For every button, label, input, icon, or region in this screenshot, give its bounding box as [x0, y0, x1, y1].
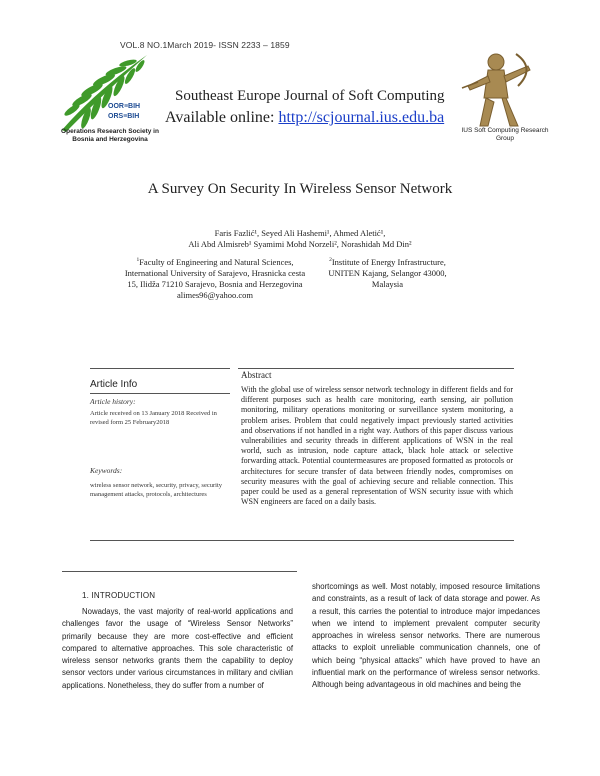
affiliation-2-marker: 2: [329, 257, 332, 263]
abstract-text: With the global use of wireless sensor network technology in different fields and for different purposes such as health care monitoring, earth sensing, air pollution monitoring, military operations monitoring or surveillance system monitoring, a problem arises. Problem that could negatively impact previously started activities and observations if not handled in a right way. Authors of this paper discuss various vulnerabilities and security threads in different applications of WSN in the real world, such as intrusion, node capture attack, black hole attack or selective forwarding attack. Potential countermeasures are proposed formatted as protocols or architectures for secure transfer of data between friendly nodes, compromises on security measures with the goal of achieving secure and reliable connection. This paper could be used as a general representation of WSN security issue with which WSN engineers are faced on a daily basis.: [241, 385, 513, 507]
info-divider: [90, 393, 230, 394]
affiliation-1: [120, 255, 310, 301]
authors-line-1: Faris Fazlić¹, Seyed Ali Hashemi¹, Ahmed Aletić¹,: [214, 228, 386, 238]
right-logo-caption: IUS Soft Computing Research Group: [461, 127, 549, 142]
journal-url-link[interactable]: http://scjournal.ius.edu.ba: [278, 109, 445, 126]
body-right-column: shortcomings as well. Most notably, imposed resource limitations and constraints, as a result of lack of data storage and power. As a result, this carries the potential to introduce major impedances when we intend to implement prevalent computer security approaches in wireless sensor networks. There are numerous attacks to exploit unreliable communication channels, one of which being “physical attacks” which have proved to have an influential mark on the performance of wireless sensor networks. Although being advantageous in old machines and being the: [312, 582, 540, 690]
abstract-heading: Abstract: [241, 370, 272, 380]
keywords-heading: Keywords:: [90, 466, 123, 475]
body-left-column: Nowadays, the vast majority of real-world applications and challenges favor the usage of “Wireless Sensor Networks” primarily because they are more cost-effective and efficient compared to alternative approaches. This sole characteristic of wireless sensor networks grants them the capability to deploy sensor vectors under various circumstances in military and civilian applications. Nonetheless, they do suffer from a number of: [62, 607, 293, 690]
left-logo-caption: Operations Research Society in Bosnia and Herzegovina: [61, 128, 159, 143]
available-label: Available online:: [165, 109, 279, 126]
body-divider-left: [62, 571, 297, 572]
article-history-text: Article received on 13 January 2018 Received in revised form 25 February2018: [90, 410, 217, 426]
section-heading-introduction: 1. INTRODUCTION: [82, 591, 156, 600]
abstract-bottom-divider: [90, 540, 514, 541]
availability-line: [165, 109, 444, 127]
journal-name: Southeast Europe Journal of Soft Computing: [175, 88, 445, 104]
archer-logo-icon: [458, 46, 538, 131]
affiliation-1-email: alimes96@yahoo.com: [176, 289, 254, 300]
article-info-heading: Article Info: [90, 379, 138, 390]
authors: [0, 228, 600, 250]
abstract-top-divider: [238, 368, 514, 369]
keywords-text: wireless sensor network, security, privacy, security management attacks, protocols, architectures: [90, 482, 223, 498]
affiliation-1-text: Faculty of Engineering and Natural Sciences, International University of Sarajevo, Hrasnicka cesta 15, Ilidža 71210 Sarajevo, Bosnia and Herzegovina: [124, 256, 306, 289]
affiliation-2: [320, 255, 455, 290]
authors-line-2: Ali Abd Almisreb¹ Syamimi Mohd Norzeli², Norashidah Md Din²: [188, 239, 412, 249]
logo-text-oor: OOR≡BIH: [108, 103, 141, 110]
top-divider-left: [90, 368, 230, 369]
volume-issn-line: VOL.8 NO.1March 2019- ISSN 2233 – 1859: [120, 40, 290, 50]
affiliation-1-marker: 1: [136, 257, 140, 263]
logo-text-ors: ORS≡BIH: [108, 113, 140, 120]
affiliation-2-text: Institute of Energy Infrastructure, UNITEN Kajang, Selangor 43000, Malaysia: [328, 256, 447, 289]
article-history-heading: Article history:: [90, 397, 136, 406]
paper-title: A Survey On Security In Wireless Sensor Network: [147, 181, 453, 197]
